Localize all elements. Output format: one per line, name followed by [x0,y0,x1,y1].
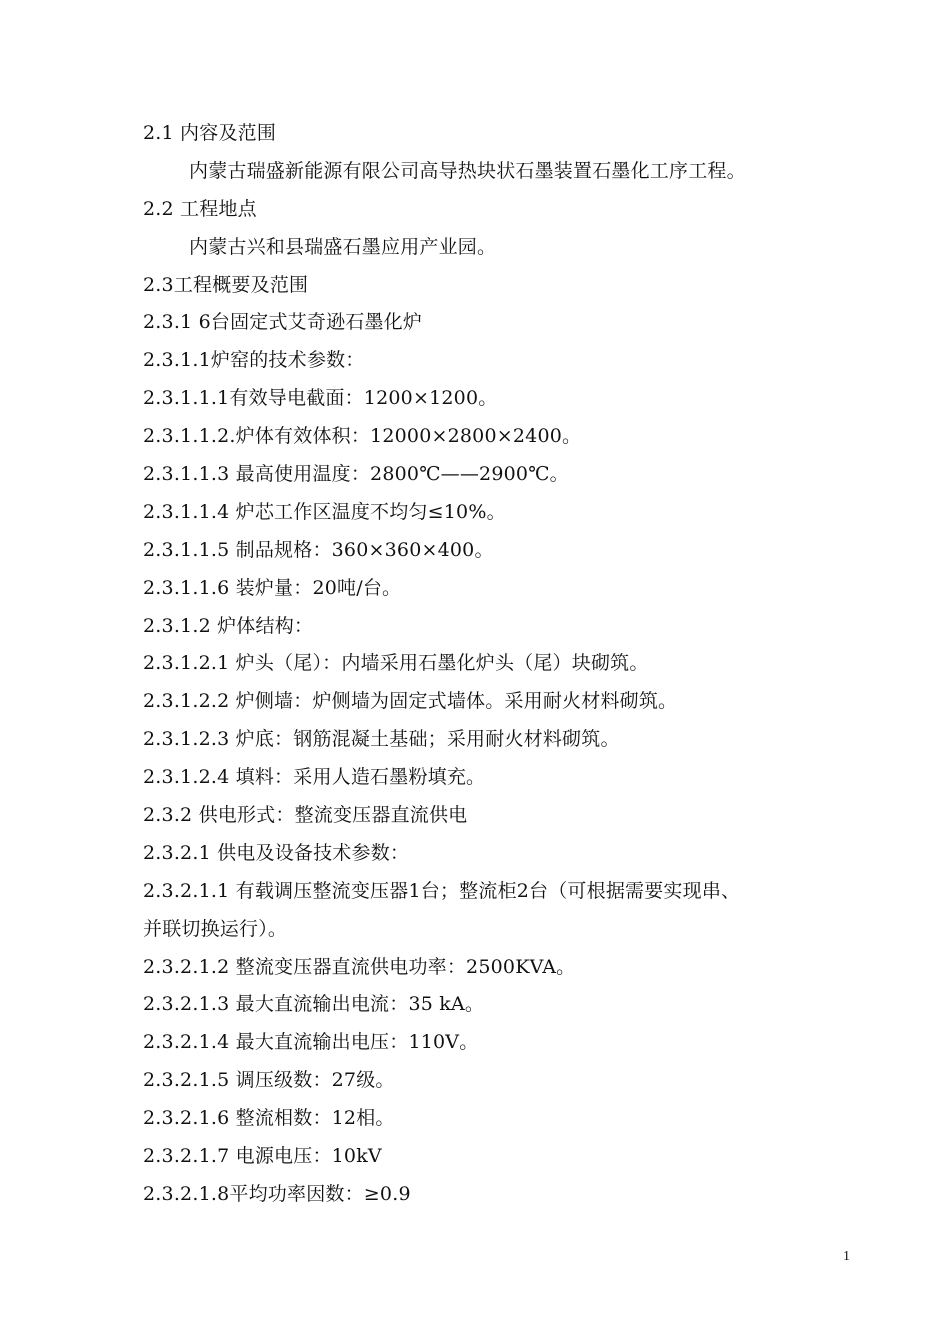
list-item: 2.3.1.1.6 装炉量：20吨/台。 [143,576,402,599]
heading-2-3-2: 2.3.2 供电形式：整流变压器直流供电 [143,804,468,827]
page-number: 1 [843,1249,850,1264]
list-item: 2.3.1.2.3 炉底：钢筋混凝土基础；采用耐火材料砌筑。 [143,728,620,751]
list-item: 2.3.2.1.7 电源电压：10kV [143,1145,382,1168]
paragraph-scope: 内蒙古瑞盛新能源有限公司高导热块状石墨装置石墨化工序工程。 [189,159,746,182]
paragraph-location: 内蒙古兴和县瑞盛石墨应用产业园。 [189,235,497,258]
list-item: 2.3.2.1.5 调压级数：27级。 [143,1069,395,1092]
heading-2-1: 2.1 内容及范围 [143,122,277,144]
list-item: 2.3.1.1.4 炉芯工作区温度不均匀≤10%。 [143,500,506,523]
list-item: 2.3.2.1.2 整流变压器直流供电功率：2500KVA。 [143,955,576,978]
list-item-continuation: 并联切换运行）。 [143,917,288,940]
list-item: 2.3.1.1.2.炉体有效体积：12000×2800×2400。 [143,425,582,448]
list-item: 2.3.1.1.3 最高使用温度：2800℃——2900℃。 [143,463,569,486]
document-body [143,115,863,1214]
list-item: 2.3.1.1.5 制品规格：360×360×400。 [143,538,494,561]
list-item: 2.3.2.1.1 有载调压整流变压器1台；整流柜2台（可根据需要实现串、 [143,879,741,902]
list-item: 2.3.1.2.2 炉侧墙：炉侧墙为固定式墙体。采用耐火材料砌筑。 [143,690,678,713]
heading-2-2: 2.2 工程地点 [143,197,257,220]
heading-2-3-2-1: 2.3.2.1 供电及设备技术参数： [143,841,410,864]
heading-2-3-1: 2.3.1 6台固定式艾奇逊石墨化炉 [143,311,423,334]
heading-2-3-1-2: 2.3.1.2 炉体结构： [143,614,314,637]
list-item: 2.3.2.1.3 最大直流输出电流：35 kA。 [143,993,485,1016]
heading-2-3-1-1: 2.3.1.1炉窑的技术参数： [143,349,365,372]
list-item: 2.3.1.1.1有效导电截面：1200×1200。 [143,387,498,410]
list-item: 2.3.1.2.1 炉头（尾）：内墙采用石墨化炉头（尾）块砌筑。 [143,652,649,675]
list-item: 2.3.1.2.4 填料：采用人造石墨粉填充。 [143,766,486,789]
list-item: 2.3.2.1.8平均功率因数：≥0.9 [143,1182,411,1205]
list-item: 2.3.2.1.6 整流相数：12相。 [143,1107,395,1130]
list-item: 2.3.2.1.4 最大直流输出电压：110V。 [143,1031,479,1054]
heading-2-3: 2.3工程概要及范围 [143,273,309,296]
